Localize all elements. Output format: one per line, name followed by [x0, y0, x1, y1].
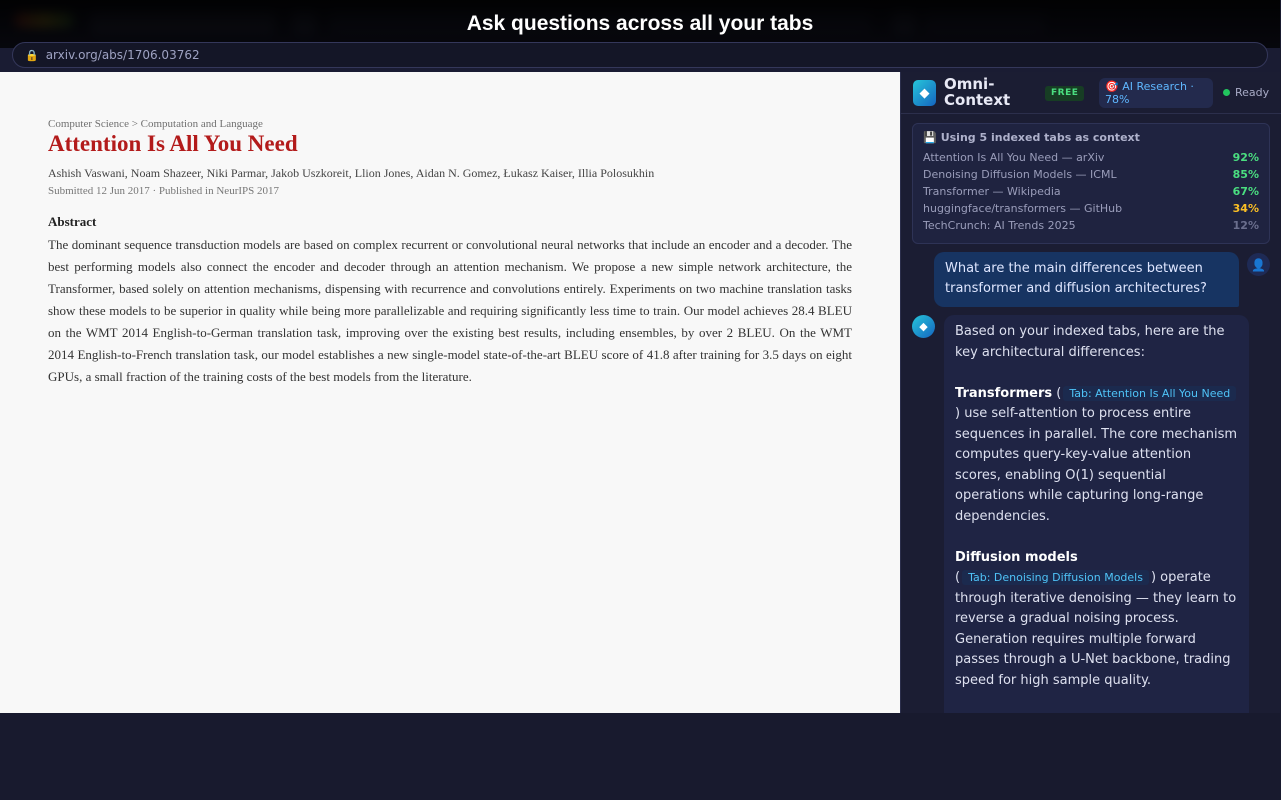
workspace-selector[interactable]: 🎯 AI Research · 78%	[1099, 78, 1213, 108]
sidebar-title: Omni-Context	[944, 75, 1011, 109]
context-tab-row[interactable]	[923, 149, 1259, 166]
assistant-message	[944, 315, 1249, 735]
context-tab-name: TechCrunch: AI Trends 2025	[923, 219, 1076, 232]
context-tab-relevance: 12%	[1232, 219, 1259, 232]
abstract-text: The dominant sequence transduction models are based on complex recurrent or convolutional neural networks that include an encoder and a decoder. The best performing models also connect the encoder and decoder through an attention mechanism. We propose a new simple network architecture, the Transformer, based solely on attention mechanisms, dispensing with recurrence and convolutions entirely. Experiments on two machine translation tasks show these models to be superior in quality while being more parallelizable and requiring significantly less time to train. Our model achieves 28.4 BLEU on the WMT 2014 English-to-German translation task, improving over the existing best results, including ensembles, by over 2 BLEU. On the WMT 2014 English-to-French translation task, our model establishes a new single-model state-of-the-art BLEU score of 41.8 after training for 3.5 days on eight GPUs, a small fraction of the training costs of the best models from the literature.	[48, 237, 852, 384]
context-heading	[923, 131, 1259, 144]
assistant-avatar-icon: ◆	[912, 315, 935, 338]
tab-strip	[0, 0, 1280, 46]
submission-info: Submitted 12 Jun 2017 · Published in NeurIPS 2017	[48, 185, 280, 197]
context-tab-name: Denoising Diffusion Models — ICML	[923, 168, 1117, 181]
context-tab-row[interactable]	[923, 166, 1259, 183]
context-heading-text: Using 5 indexed tabs as context	[940, 131, 1140, 144]
transformers-heading: Transformers	[955, 385, 1053, 401]
context-tab-name: Attention Is All You Need — arXiv	[923, 151, 1105, 164]
status-indicator	[1223, 86, 1269, 99]
citation-tab-diffusion[interactable]: Tab: Denoising Diffusion Models	[962, 570, 1149, 585]
abstract-heading: Abstract	[48, 214, 97, 229]
user-message: What are the main differences between transformer and diffusion architectures?	[934, 252, 1239, 307]
diffusion-heading: Diffusion models	[955, 549, 1078, 565]
feature-banner	[0, 0, 1280, 48]
context-tab-name: huggingface/transformers — GitHub	[923, 202, 1123, 215]
lock-icon: 🔒	[25, 48, 39, 62]
context-tab-relevance: 67%	[1232, 185, 1259, 198]
citation-tab-attention[interactable]: Tab: Attention Is All You Need	[1063, 386, 1236, 401]
assistant-sidebar	[900, 72, 1280, 713]
context-tab-name: Transformer — Wikipedia	[923, 185, 1061, 198]
diffusion-text: ) operate through iterative denoising — they learn to reverse a gradual noising process. Generation requires multiple forward passes through a U-Net backbone, trading speed for high sample quality.	[955, 570, 1237, 688]
diffusion-open-paren: (	[955, 570, 961, 585]
bottom-area	[0, 713, 1280, 800]
disk-icon: 💾	[923, 131, 937, 144]
user-avatar-icon: 👤	[1247, 253, 1270, 276]
context-card	[912, 123, 1270, 244]
transformers-text: ) use self-attention to process entire sequences in parallel. The core mechanism computes query-key-value attention scores, enabling O(1) sequential operations while capturing long-range dependencies.	[955, 406, 1238, 524]
url-text[interactable]: arxiv.org/abs/1706.03762	[45, 48, 200, 62]
paper-title: Attention Is All You Need	[48, 131, 298, 156]
sidebar-header	[901, 72, 1281, 114]
context-tab-row[interactable]	[923, 217, 1259, 234]
paper-authors[interactable]: Ashish Vaswani, Noam Shazeer, Niki Parmar, Jakob Uszkoreit, Llion Jones, Aidan N. Gomez, Łukasz Kaiser, Illia Polosukhin	[48, 166, 655, 180]
browser-chrome	[0, 0, 1280, 72]
context-tab-relevance: 92%	[1232, 151, 1259, 164]
diamond-logo-icon: ◆	[913, 80, 936, 106]
banner-text: Ask questions across all your tabs	[466, 12, 814, 35]
transformers-open-paren: (	[1056, 385, 1062, 401]
context-tab-relevance: 34%	[1232, 202, 1259, 215]
context-tab-row[interactable]	[923, 183, 1259, 200]
context-tab-relevance: 85%	[1232, 168, 1259, 181]
plan-badge: FREE	[1045, 86, 1084, 101]
address-bar[interactable]	[12, 42, 1268, 68]
status-dot-icon	[1223, 89, 1230, 96]
answer-intro: Based on your indexed tabs, here are the key architectural differences:	[955, 324, 1225, 360]
paper-page	[0, 72, 900, 713]
answer-transformers	[955, 384, 1239, 528]
breadcrumb[interactable]: Computer Science > Computation and Language	[48, 118, 263, 130]
answer-diffusion	[955, 548, 1239, 692]
context-tab-list	[923, 149, 1259, 234]
context-tab-row[interactable]	[923, 200, 1259, 217]
status-text: Ready	[1235, 86, 1270, 99]
